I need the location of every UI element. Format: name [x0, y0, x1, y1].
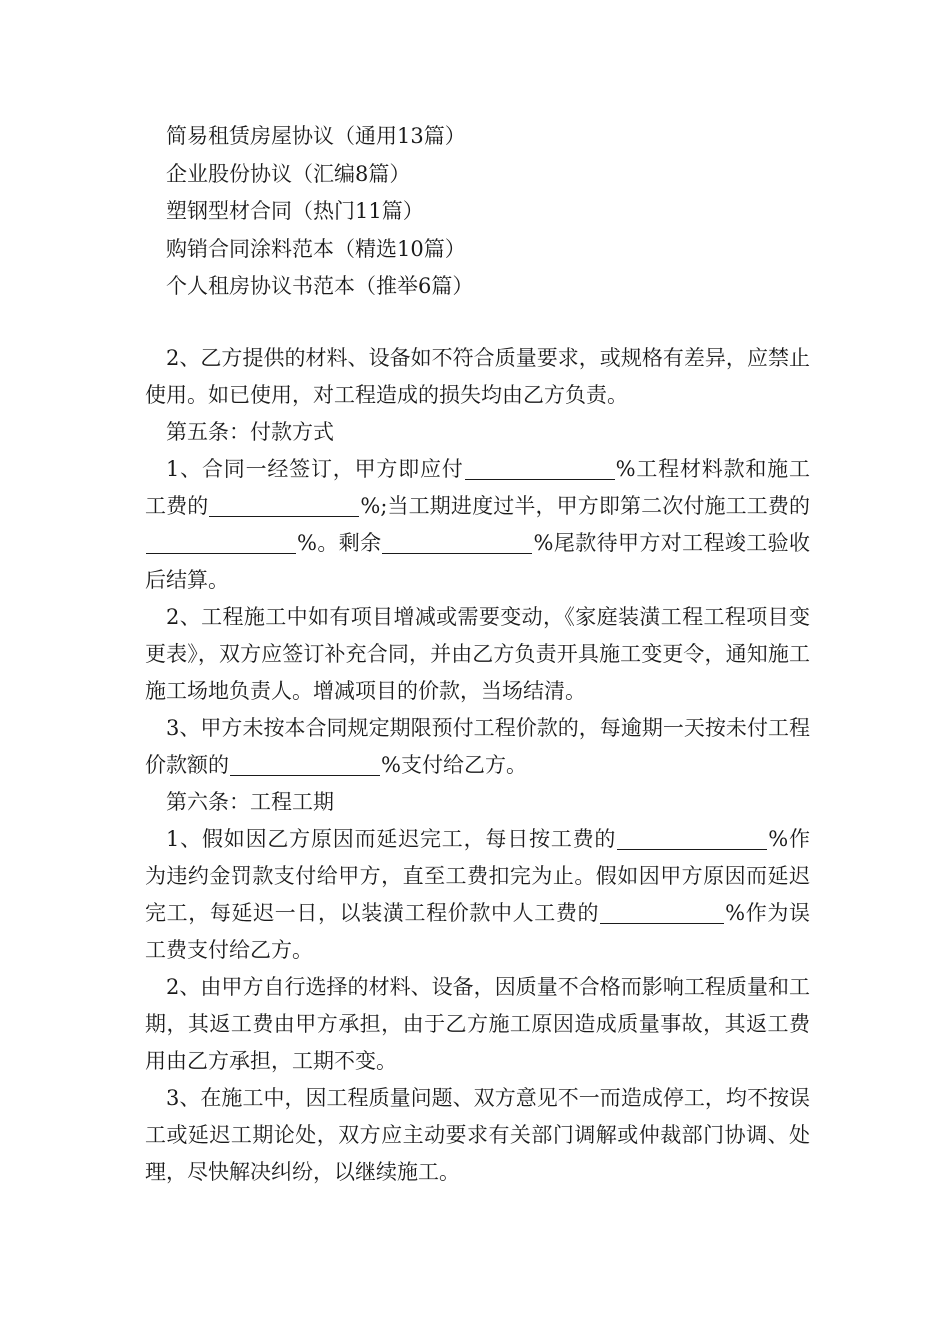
- contract-body: [145, 340, 810, 1191]
- related-article-link[interactable]: 简易租赁房屋协议（通用13篇）: [166, 124, 466, 148]
- clause-text: %作为违约金罚款支付给甲方，直至工费扣完为止。假如因甲方原因而延迟完工，每延迟一日，以装潢工程价款中人工费的: [145, 827, 810, 925]
- payment-clause-3: [145, 710, 810, 784]
- clause-text: %支付给乙方。: [381, 753, 527, 777]
- clause-text: 1、合同一经签订，甲方即应付: [166, 457, 464, 481]
- fill-in-blank: [382, 529, 532, 554]
- clause-text: 3、甲方未按本合同规定期限预付工程价款的，每逾期一天按未付工程价款额的: [145, 716, 810, 777]
- related-article-link[interactable]: 塑钢型材合同（热门11篇）: [166, 199, 424, 223]
- payment-clause-1: [145, 451, 810, 599]
- article-six-heading: 第六条：工程工期: [166, 790, 334, 814]
- schedule-clause-3: 3、在施工中，因工程质量问题、双方意见不一而造成停工，均不按误工或延迟工期论处，双方应主动要求有关部门调解或仲裁部门协调、处理，尽快解决纠纷，以继续施工。: [145, 1086, 810, 1184]
- fill-in-blank: [230, 751, 380, 776]
- clause-text: %尾款待甲方对工程竣工验收后结算。: [145, 531, 810, 592]
- payment-clause-2: 2、工程施工中如有项目增减或需要变动，《家庭装潢工程工程项目变更表》，双方应签订补充合同，并由乙方负责开具施工变更令，通知施工施工场地负责人。增减项目的价款，当场结清。: [145, 605, 810, 703]
- schedule-clause-2: 2、由甲方自行选择的材料、设备，因质量不合格而影响工程质量和工期，其返工费由甲方承担，由于乙方施工原因造成质量事故，其返工费用由乙方承担，工期不变。: [145, 975, 810, 1073]
- fill-in-blank: [600, 899, 724, 924]
- fill-in-blank: [465, 455, 615, 480]
- material-quality-paragraph: 2、乙方提供的材料、设备如不符合质量要求，或规格有差异，应禁止使用。如已使用，对工程造成的损失均由乙方负责。: [145, 346, 810, 407]
- article-five-heading: 第五条：付款方式: [166, 420, 334, 444]
- clause-text: 1、假如因乙方原因而延迟完工，每日按工费的: [166, 827, 617, 851]
- related-article-link[interactable]: 个人租房协议书范本（推举6篇）: [166, 274, 474, 298]
- schedule-clause-1: [145, 821, 810, 969]
- related-articles-list: [145, 118, 825, 306]
- clause-text: %作为误工费支付给乙方。: [145, 901, 810, 962]
- clause-text: %;当工期进度过半，甲方即第二次付施工工费的: [360, 494, 810, 518]
- fill-in-blank: [146, 529, 296, 554]
- related-article-link[interactable]: 购销合同涂料范本（精选10篇）: [166, 236, 466, 261]
- clause-text: %工程材料款和施工工费的: [145, 457, 810, 518]
- clause-text: %。剩余: [297, 531, 382, 555]
- related-article-link[interactable]: 企业股份协议（汇编8篇）: [166, 161, 411, 186]
- fill-in-blank: [209, 492, 359, 517]
- fill-in-blank: [617, 825, 767, 850]
